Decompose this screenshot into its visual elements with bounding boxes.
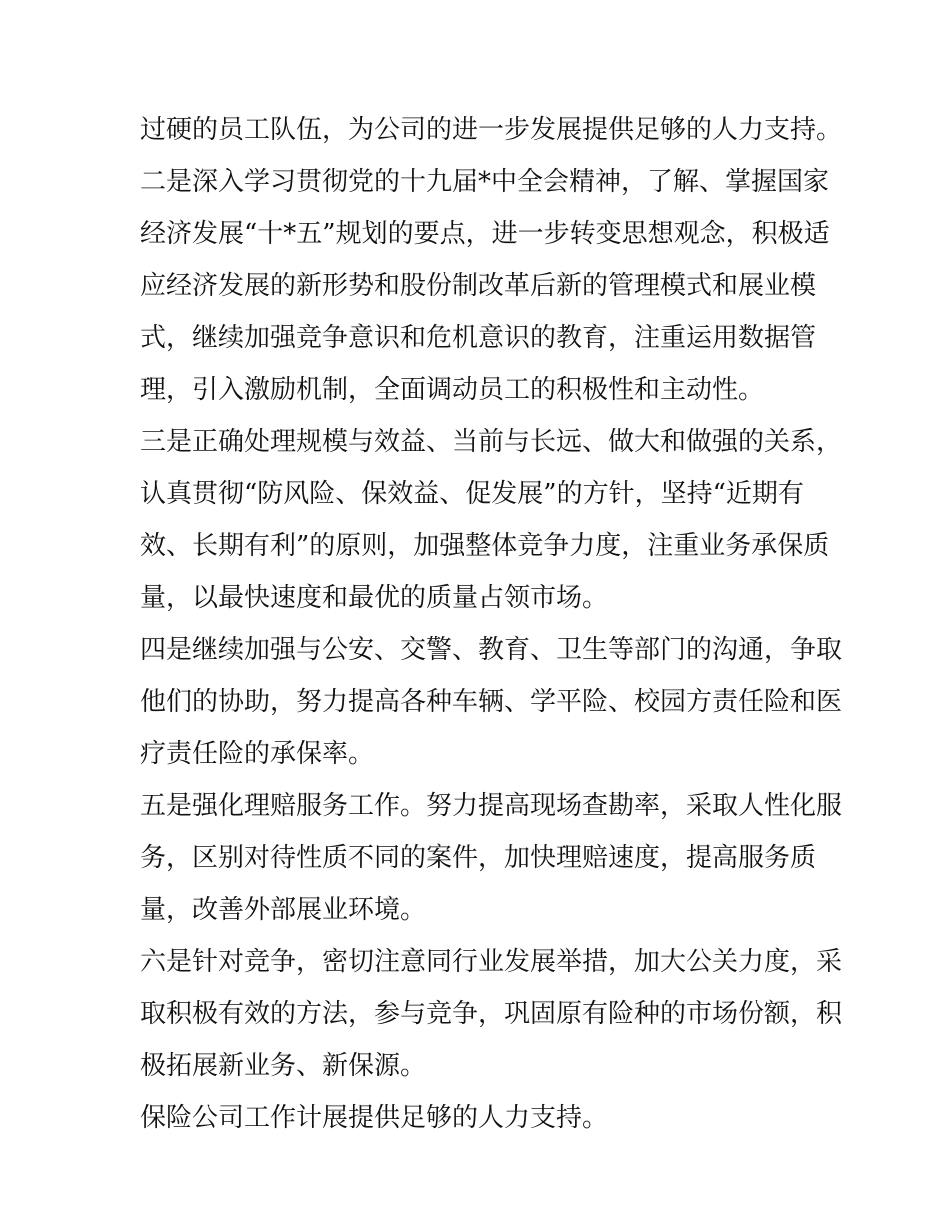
text-line: 取积极有效的方法，参与竞争，巩固原有险种的市场份额，积: [140, 999, 843, 1029]
text-line: 应经济发展的新形势和股份制改革后新的管理模式和展业模: [140, 271, 817, 301]
text-line: 四是继续加强与公安、交警、教育、卫生等部门的沟通，争取: [140, 635, 843, 665]
text-line: 理，引入激励机制，全面调动员工的积极性和主动性。: [140, 375, 765, 405]
text-line: 务，区别对待性质不同的案件，加快理赔速度，提高服务质: [140, 843, 817, 873]
text-line: 认真贯彻“防风险、保效益、促发展”的方针，坚持“近期有: [140, 479, 804, 509]
text-line: 五是强化理赔服务工作。努力提高现场查勘率，采取人性化服: [140, 791, 843, 821]
text-line: 保险公司工作计展提供足够的人力支持。: [140, 1103, 609, 1133]
document-body: [140, 104, 843, 1144]
text-line: 极拓展新业务、新保源。: [140, 1051, 427, 1081]
text-line: 疗责任险的承保率。: [140, 739, 375, 769]
text-line: 六是针对竞争，密切注意同行业发展举措，加大公关力度，采: [140, 947, 843, 977]
text-line: 量，改善外部展业环境。: [140, 895, 427, 925]
text-line: 他们的协助，努力提高各种车辆、学平险、校园方责任险和医: [140, 687, 843, 717]
text-line: 二是深入学习贯彻党的十九届*中全会精神，了解、掌握国家: [140, 167, 830, 197]
text-line: 经济发展“十*五”规划的要点，进一步转变思想观念，积极适: [140, 219, 830, 249]
text-line: 量，以最快速度和最优的质量占领市场。: [140, 583, 609, 613]
text-line: 式，继续加强竞争意识和危机意识的教育，注重运用数据管: [140, 323, 817, 353]
text-line: 效、长期有利”的原则，加强整体竞争力度，注重业务承保质: [140, 531, 830, 561]
text-line: 过硬的员工队伍，为公司的进一步发展提供足够的人力支持。: [140, 115, 843, 145]
text-line: 三是正确处理规模与效益、当前与长远、做大和做强的关系，: [140, 427, 843, 457]
